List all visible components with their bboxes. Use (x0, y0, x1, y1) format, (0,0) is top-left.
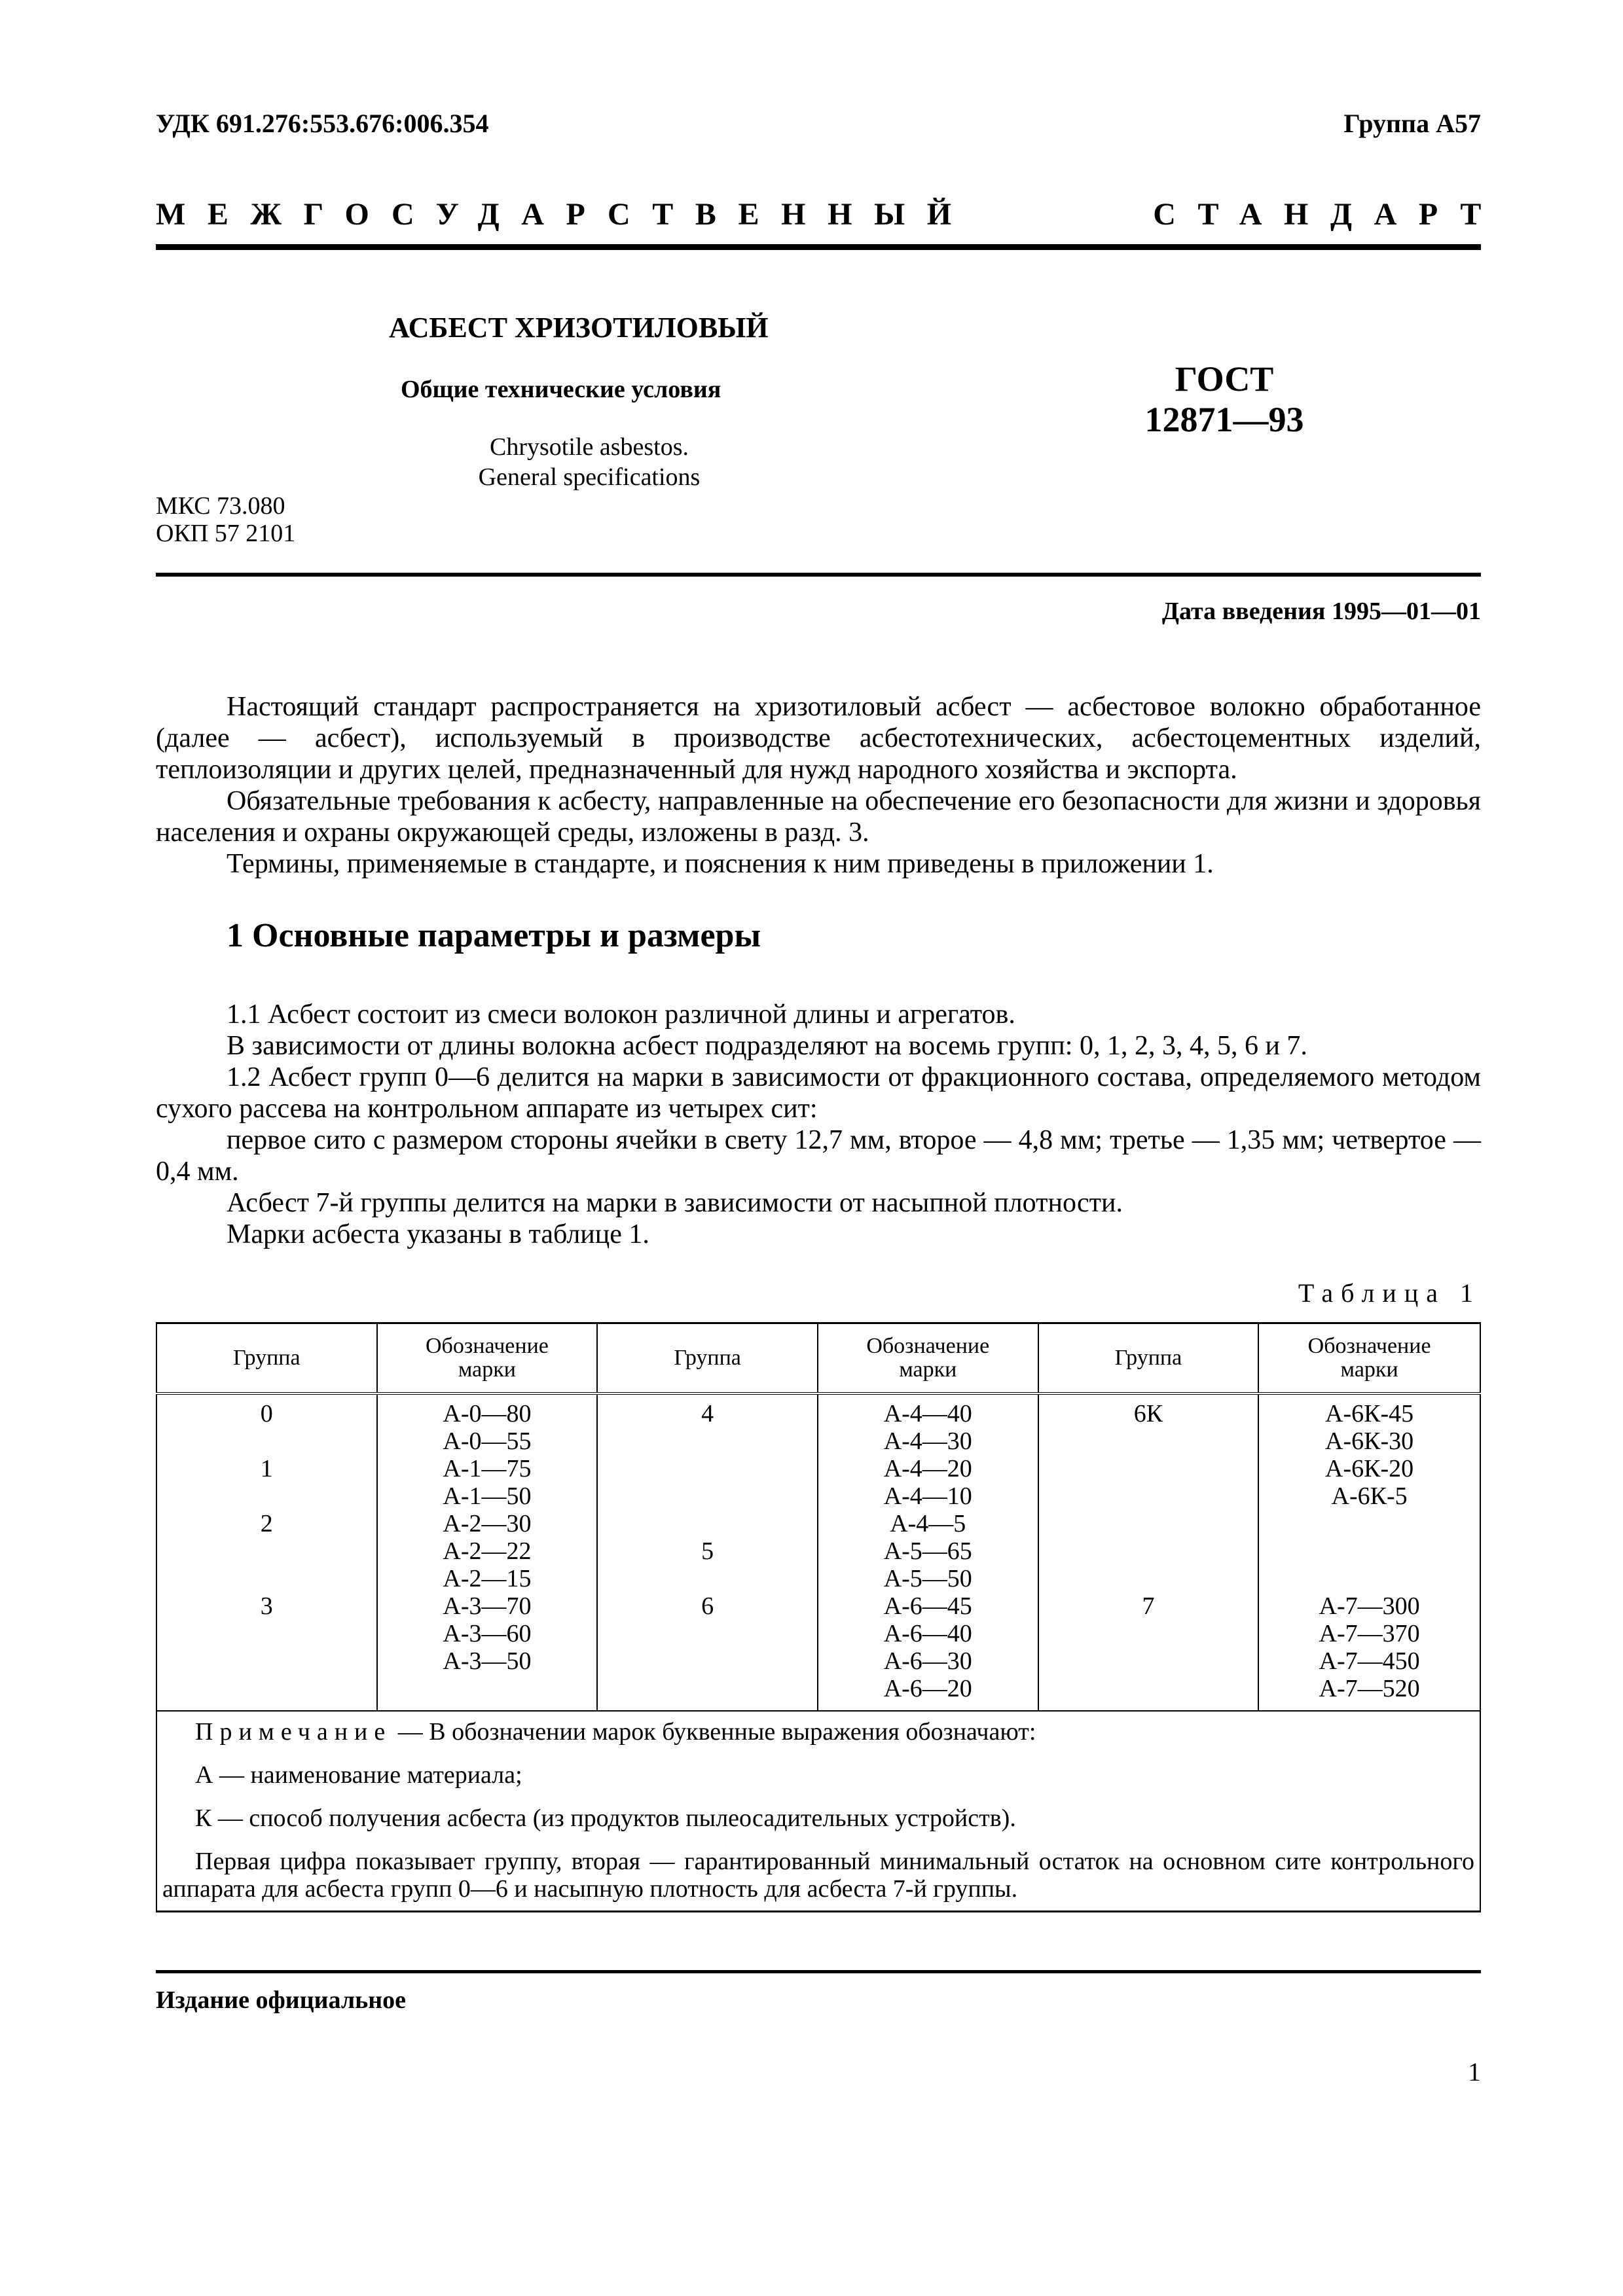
classification-codes (156, 492, 295, 547)
group-value (157, 1565, 376, 1592)
gost-label: ГОСТ (1175, 359, 1274, 399)
note-line-digits: Первая цифра показывает группу, вторая — гарантированный минимальный остаток на основном сите контрольного аппарата для асбеста групп 0—6 и насыпную плотность для асбеста 7-й группы. (162, 1848, 1474, 1903)
mark-value: А-6—30 (883, 1647, 972, 1675)
introduction-date: Дата введения 1995—01—01 (1161, 598, 1481, 625)
mark-value: А-3—70 (443, 1592, 532, 1620)
header-mark-2: Обозначение марки (818, 1323, 1038, 1394)
english-title-line2: General specifications (478, 463, 701, 491)
mark-value: А-7—370 (1319, 1620, 1420, 1647)
group-value (1039, 1565, 1258, 1592)
intro-paragraph-2: Обязательные требования к асбесту, направленные на обеспечение его безопасности для жизни и здоровья населения и охраны окружающей среды, изложены в разд. 3. (156, 786, 1481, 848)
mark-value: А-3—50 (443, 1647, 532, 1675)
mark-value: А-2—30 (443, 1510, 532, 1537)
title-block-rule (156, 573, 1481, 577)
table-1-caption: Таблица 1 (1298, 1278, 1481, 1308)
mark-value: А-7—520 (1319, 1675, 1420, 1702)
note-line-a: А — наименование материала; (195, 1761, 522, 1789)
mark-column-2 (818, 1393, 1038, 1711)
group-value (1039, 1510, 1258, 1537)
intro-paragraph-3: Термины, применяемые в стандарте, и пояснения к ним приведены в приложении 1. (227, 849, 1214, 879)
section-1-para-4: первое сито с размером стороны ячейки в свету 12,7 мм, второе — 4,8 мм; третье — 1,35 мм; четвертое — 0,4 мм. (156, 1125, 1481, 1187)
header-mark-1: Обозначение марки (377, 1323, 598, 1394)
group-column-1 (156, 1393, 377, 1711)
group-value (157, 1647, 376, 1675)
gost-number (1113, 359, 1336, 440)
group-value (157, 1620, 376, 1647)
group-value: 4 (701, 1400, 714, 1427)
mark-value: А-6К-20 (1325, 1455, 1414, 1482)
header-mark-3: Обозначение марки (1258, 1323, 1480, 1394)
mark-value: А-4—40 (883, 1400, 972, 1427)
mark-value (1259, 1565, 1480, 1592)
mark-column-1 (377, 1393, 598, 1711)
group-value (157, 1482, 376, 1510)
mark-value: А-0—55 (443, 1427, 532, 1455)
banner-word-interstate: МЕЖГОСУДАРСТВЕННЫЙ (156, 197, 974, 232)
official-edition-label: Издание официальное (156, 1986, 407, 2014)
group-value (1039, 1647, 1258, 1675)
table-header-row (156, 1323, 1480, 1394)
group-value: 3 (260, 1592, 273, 1620)
page-number: 1 (1468, 2057, 1481, 2087)
group-value (1039, 1482, 1258, 1510)
english-title-line1: Chrysotile asbestos. (490, 433, 689, 461)
english-title (458, 432, 720, 492)
mark-value: А-0—80 (443, 1400, 532, 1427)
group-column-2 (597, 1393, 818, 1711)
mks-code: МКС 73.080 (156, 492, 285, 520)
section-1-para-6: Марки асбеста указаны в таблице 1. (227, 1219, 649, 1249)
mark-value: А-6—20 (883, 1675, 972, 1702)
note-label: Примечание (195, 1718, 392, 1746)
mark-value: А-6—40 (883, 1620, 972, 1647)
group-value: 6 (701, 1592, 714, 1620)
mark-value: А-7—300 (1319, 1592, 1420, 1620)
mark-value: А-6—45 (883, 1592, 972, 1620)
group-value (1039, 1427, 1258, 1455)
group-value: 5 (701, 1537, 714, 1565)
note-intro-text: — В обозначении марок буквенные выражения обозначают: (392, 1718, 1036, 1746)
group-column-3 (1038, 1393, 1259, 1711)
mark-value: А-4—5 (890, 1510, 966, 1537)
note-intro (162, 1718, 1474, 1746)
group-value (1039, 1455, 1258, 1482)
group-value (157, 1427, 376, 1455)
mark-value: А-5—50 (883, 1565, 972, 1592)
mark-value: А-4—10 (883, 1482, 972, 1510)
group-value: 1 (260, 1455, 273, 1482)
mark-value: А-6К-45 (1325, 1400, 1414, 1427)
header-group-3: Группа (1038, 1323, 1259, 1394)
mark-value: А-1—50 (443, 1482, 532, 1510)
mark-value: А-4—30 (883, 1427, 972, 1455)
mark-column-3 (1258, 1393, 1480, 1711)
mark-value: А-5—65 (883, 1537, 972, 1565)
group-value (598, 1455, 817, 1482)
group-value (598, 1675, 817, 1702)
mark-value: А-6К-5 (1331, 1482, 1408, 1510)
group-value (157, 1537, 376, 1565)
group-value (598, 1565, 817, 1592)
mark-value: А-2—22 (443, 1537, 532, 1565)
mark-value: А-3—60 (443, 1620, 532, 1647)
gost-code-value: 12871—93 (1144, 400, 1304, 439)
section-1-para-1: 1.1 Асбест состоит из смеси волокон различной длины и агрегатов. (227, 999, 1015, 1030)
group-value (598, 1482, 817, 1510)
group-value (1039, 1537, 1258, 1565)
mark-value: А-6К-30 (1325, 1427, 1414, 1455)
okp-code: ОКП 57 2101 (156, 520, 296, 547)
group-value (598, 1510, 817, 1537)
footer-rule (156, 1970, 1481, 1973)
section-1-heading: 1 Основные параметры и размеры (227, 917, 761, 954)
table-note (156, 1711, 1480, 1912)
intro-paragraph-1: Настоящий стандарт распространяется на хризотиловый асбест — асбестовое волокно обработанное (далее — асбест), используемый в производстве асбестотехнических, асбестоцементных изделий, теплоизоляции и других целей, предназначенный для нужд народного хозяйства и экспорта. (156, 692, 1481, 785)
udk-code: УДК 691.276:553.676:006.354 (156, 109, 489, 138)
document-title: АСБЕСТ ХРИЗОТИЛОВЫЙ (389, 312, 769, 344)
asbestos-marks-table (156, 1322, 1481, 1912)
section-1-para-5: Асбест 7-й группы делится на марки в зависимости от насыпной плотности. (227, 1188, 1123, 1218)
group-value (598, 1647, 817, 1675)
document-subtitle: Общие технические условия (401, 376, 721, 403)
mark-value: А-1—75 (443, 1455, 532, 1482)
header-group-1: Группа (156, 1323, 377, 1394)
group-value: 2 (260, 1510, 273, 1537)
section-1-para-3: 1.2 Асбест групп 0—6 делится на марки в зависимости от фракционного состава, определяемого методом сухого рассева на контрольном аппарате из четырех сит: (156, 1062, 1481, 1124)
mark-value (1259, 1510, 1480, 1537)
mark-value: А-7—450 (1319, 1647, 1420, 1675)
group-value (1039, 1620, 1258, 1647)
section-1-para-2: В зависимости от длины волокна асбест подразделяют на восемь групп: 0, 1, 2, 3, 4, 5, 6 и 7. (227, 1031, 1307, 1061)
header-group-2: Группа (597, 1323, 818, 1394)
table-body-row (156, 1393, 1480, 1711)
mark-value (1259, 1537, 1480, 1565)
mark-value: А-4—20 (883, 1455, 972, 1482)
group-code: Группа А57 (1343, 109, 1481, 138)
group-value: 7 (1142, 1592, 1155, 1620)
group-value: 6К (1133, 1400, 1163, 1427)
group-value (1039, 1675, 1258, 1702)
group-value: 0 (260, 1400, 273, 1427)
group-value (598, 1620, 817, 1647)
note-line-k: К — способ получения асбеста (из продуктов пылеосадительных устройств). (195, 1804, 1016, 1832)
header-rule (156, 244, 1481, 250)
mark-value: А-2—15 (443, 1565, 532, 1592)
group-value (598, 1427, 817, 1455)
table-note-row (156, 1711, 1480, 1912)
banner-word-standard: СТАНДАРТ (1153, 197, 1503, 232)
